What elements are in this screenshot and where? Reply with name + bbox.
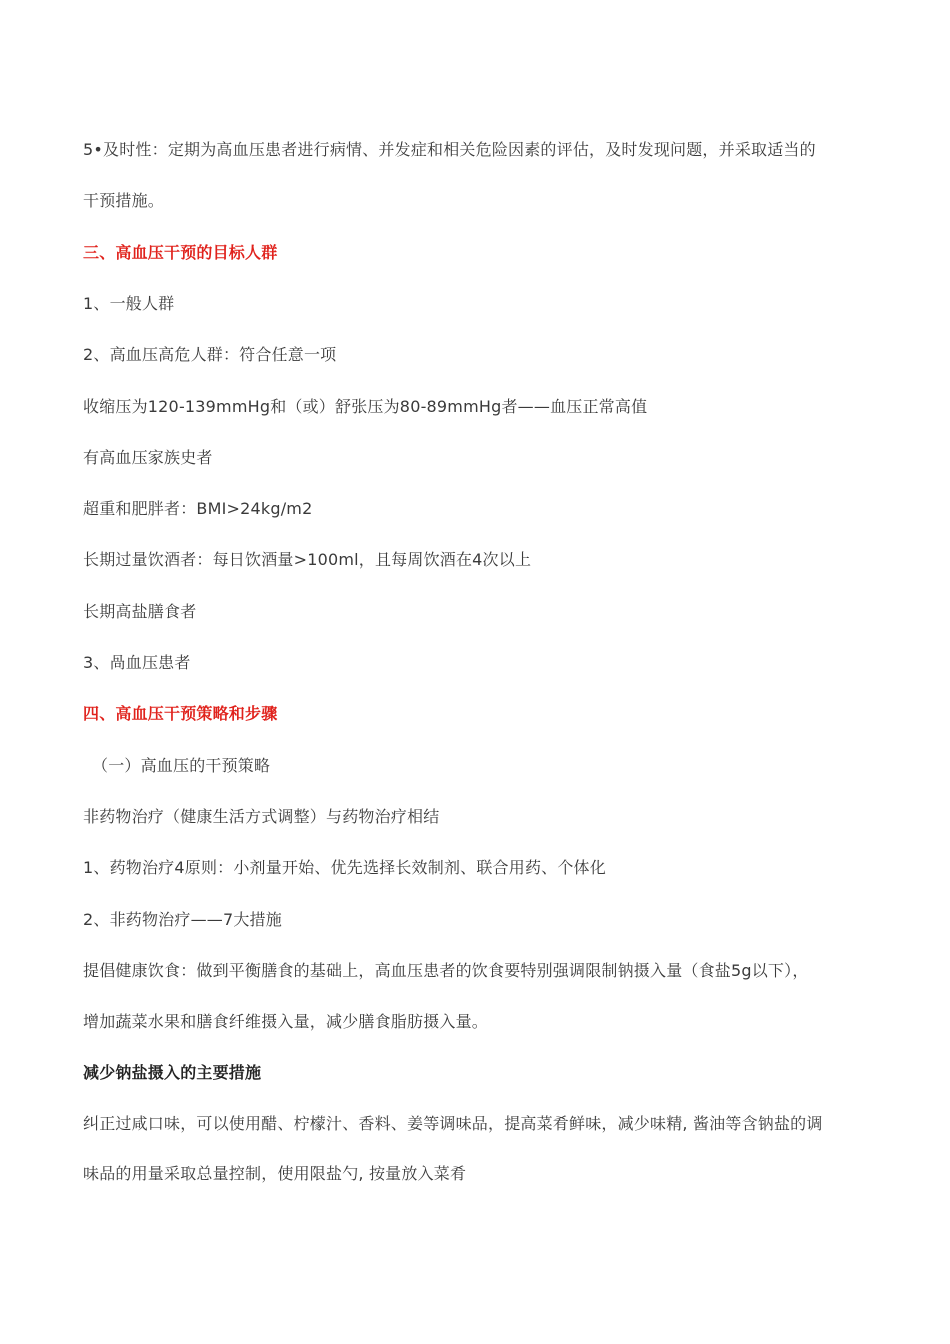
paragraph-healthy-diet-line2: 增加蔬菜水果和膳食纤维摄入量，减少膳食脂肪摄入量。	[83, 1012, 489, 1031]
paragraph-reduce-sodium-line2: 味品的用量采取总量控制，使用限盐勺, 按量放入菜肴	[83, 1164, 467, 1183]
paragraph-timeliness-line1: 5•及时性：定期为高血压患者进行病情、并发症和相关危险因素的评估，及时发现问题，并采取适当的	[83, 140, 816, 159]
paragraph-timeliness-line2: 干预措施。	[83, 191, 165, 210]
list-item-general-population: 1、一般人群	[83, 294, 175, 313]
list-item-high-risk-population: 2、高血压高危人群：符合任意一项	[83, 345, 337, 364]
bold-heading-reduce-sodium: 减少钠盐摄入的主要措施	[83, 1063, 262, 1082]
paragraph-combined-therapy: 非药物治疗（健康生活方式调整）与药物治疗相结	[83, 807, 440, 826]
subsection-heading-strategy: （一）高血压的干预策略	[92, 756, 271, 775]
criteria-alcohol: 长期过量饮酒者：每日饮酒量>100ml，且每周饮酒在4次以上	[83, 550, 532, 569]
criteria-blood-pressure: 收缩压为120-139mmHg和（或）舒张压为80-89mmHg者——血压正常高值	[83, 397, 648, 416]
list-item-drug-therapy: 1、药物治疗4原则：小剂量开始、优先选择长效制剂、联合用药、个体化	[83, 858, 606, 877]
criteria-overweight: 超重和肥胖者：BMI>24kg/m2	[83, 499, 313, 518]
list-item-patients: 3、咼血压患者	[83, 653, 191, 672]
list-item-non-drug-therapy: 2、非药物治疗——7大措施	[83, 910, 282, 929]
paragraph-reduce-sodium-line1: 纠正过咸口味，可以使用醋、柠檬汁、香料、姜等调味品，提高菜肴鲜味，减少味精, 酱油等含钠盐的调	[83, 1114, 823, 1133]
criteria-family-history: 有高血压家族史者	[83, 448, 213, 467]
criteria-high-salt: 长期高盐膳食者	[83, 602, 197, 621]
section-heading-target-population: 三、高血压干预的目标人群	[83, 243, 278, 262]
section-heading-strategy: 四、高血压干预策略和步骤	[83, 704, 278, 723]
paragraph-healthy-diet-line1: 提倡健康饮食：做到平衡膳食的基础上，高血压患者的饮食要特别强调限制钠摄入量（食盐5g以下），	[83, 961, 809, 980]
